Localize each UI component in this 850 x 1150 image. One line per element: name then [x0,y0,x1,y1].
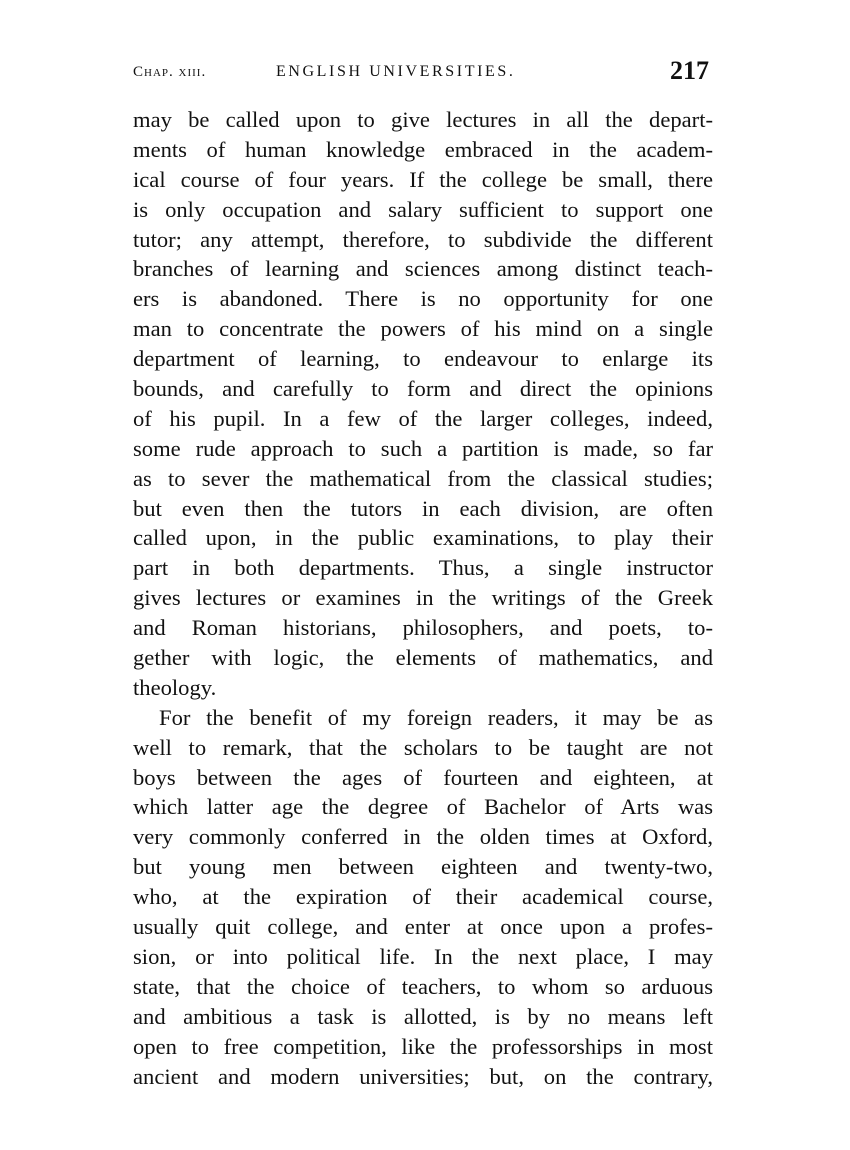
text-line: branches of learning and sciences among distinct teach- [133,256,713,282]
text-line: sion, or into political life. In the next place, I may [133,943,713,969]
text-line: ments of human knowledge embraced in the academ- [133,136,713,162]
text-line: but even then the tutors in each division, are often [133,495,713,521]
text-line: who, at the expiration of their academical course, [133,884,713,910]
text-line: gether with logic, the elements of mathematics, and [133,645,713,671]
text-line: called upon, in the public examinations, to play their [133,525,713,551]
text-line: which latter age the degree of Bachelor of Arts was [133,794,713,820]
text-line: well to remark, that the scholars to be taught are not [133,734,713,760]
running-title: ENGLISH UNIVERSITIES. [276,63,516,80]
text-line: For the benefit of my foreign readers, it may be as [159,704,713,730]
text-line: as to sever the mathematical from the classical studies; [133,465,713,491]
text-line: ers is abandoned. There is no opportunity for one [133,286,713,312]
text-line: man to concentrate the powers of his mind on a single [133,316,713,342]
text-line: and ambitious a task is allotted, is by no means left [133,1003,713,1029]
text-line: tutor; any attempt, therefore, to subdivide the different [133,226,713,252]
text-line: ical course of four years. If the college be small, there [133,166,713,192]
text-line: department of learning, to endeavour to enlarge its [133,346,713,372]
body-text [133,105,713,1091]
text-line: open to free competition, like the professorships in most [133,1033,713,1059]
text-line: but young men between eighteen and twenty-two, [133,854,713,880]
text-line: theology. [133,674,217,700]
text-line: boys between the ages of fourteen and eighteen, at [133,764,713,790]
text-line: and Roman historians, philosophers, and poets, to- [133,615,713,641]
running-head [133,56,713,90]
text-line: may be called upon to give lectures in all the depart- [133,107,713,132]
text-line: usually quit college, and enter at once upon a profes- [133,914,713,940]
text-line: is only occupation and salary sufficient to support one [133,196,713,222]
text-line: some rude approach to such a partition is made, so far [133,435,713,461]
text-line: of his pupil. In a few of the larger colleges, indeed, [133,405,713,431]
chapter-label: Chap. xiii. [133,64,207,80]
text-line: gives lectures or examines in the writings of the Greek [133,585,713,611]
text-line: bounds, and carefully to form and direct the opinions [133,376,713,402]
text-line: very commonly conferred in the olden times at Oxford, [133,824,713,850]
paragraph-2 [133,703,713,1092]
text-line: ancient and modern universities; but, on the contrary, [133,1063,713,1089]
text-line: part in both departments. Thus, a single instructor [133,555,713,581]
paragraph-1 [133,105,713,703]
page-number: 217 [670,56,709,85]
text-line: state, that the choice of teachers, to whom so arduous [133,973,713,999]
